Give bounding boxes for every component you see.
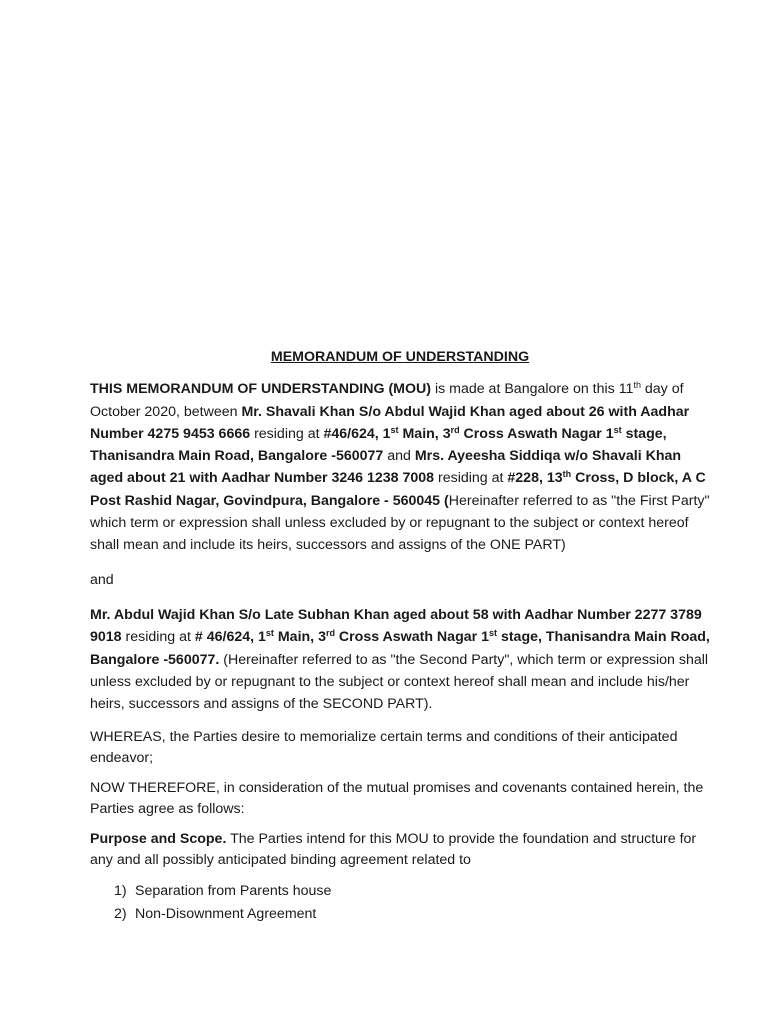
superscript: st <box>390 424 399 435</box>
purpose-heading: Purpose and Scope. <box>90 831 227 848</box>
first-party-address: stage, Thanisandra Main Road, Bangalore -560077 <box>90 425 667 465</box>
text-run: residing at <box>434 470 508 487</box>
second-first-party-name: Mrs. Ayeesha Siddiqa w/o Shavali Khan aged about 21 with Aadhar Number 3246 1238 7008 <box>90 448 682 487</box>
second-first-party-address: #228, 13 <box>507 470 563 487</box>
superscript: th <box>633 380 641 391</box>
text-run: residing at <box>121 629 195 646</box>
list-item <box>90 880 710 903</box>
whereas-paragraph: WHEREAS, the Parties desire to memorialize certain terms and conditions of their anticipated endeavor; <box>90 729 678 766</box>
second-party-address: # 46/624, 1 <box>194 629 266 646</box>
superscript: st <box>613 424 622 435</box>
purpose-text: The Parties intend for this MOU to provide the foundation and structure for any and all possibly anticipated binding agreement related to <box>90 831 697 868</box>
superscript: st <box>488 628 497 639</box>
first-party-name: Mr. Shavali Khan S/o Abdul Wajid Khan aged about 26 with Aadhar Number 4275 9453 6666 <box>90 403 690 442</box>
first-party-address: #46/624, 1 <box>323 425 391 442</box>
and-text: and <box>90 571 114 588</box>
second-first-party-address: Cross, D block, A C Post Rashid Nagar, Govindpura, Bangalore - 560045 ( <box>90 470 706 509</box>
document-body <box>90 346 710 926</box>
second-party-address: Cross Aswath Nagar 1 <box>334 629 489 646</box>
now-therefore-paragraph: NOW THEREFORE, in consideration of the mutual promises and covenants contained herein, the Parties agree as follows: <box>90 780 704 817</box>
superscript: th <box>562 469 572 480</box>
text-run: is made at Bangalore on this 11 <box>431 381 634 398</box>
second-party-address: stage, Thanisandra Main Road, Bangalore -560077. <box>90 629 710 668</box>
list-item-text: Separation from Parents house <box>135 883 332 900</box>
second-party-address: Main, 3 <box>273 629 326 646</box>
text-run: residing at <box>250 425 324 442</box>
mou-heading-text: THIS MEMORANDUM OF UNDERSTANDING (MOU) <box>90 381 431 398</box>
second-party-name: Mr. Abdul Wajid Khan S/o Late Subhan Khan aged about 58 with Aadhar Number 2277 3789 9018 <box>90 606 702 646</box>
first-party-address: Cross Aswath Nagar 1 <box>459 425 614 442</box>
text-run: (Hereinafter referred to as "the Second Party", which term or expression shall unless excluded by or repugnant to the subject or context hereof shall mean and include his/her heirs, successors and assigns of the SECOND PART). <box>90 651 709 713</box>
superscript: rd <box>450 424 460 435</box>
superscript: rd <box>325 628 335 639</box>
list-number: 1) <box>114 883 127 900</box>
second-party-paragraph <box>90 604 710 715</box>
list-item-text: Non-Disownment Agreement <box>135 906 317 923</box>
document-title: MEMORANDUM OF UNDERSTANDING <box>270 349 530 365</box>
purpose-paragraph <box>90 829 710 870</box>
first-party-address: Main, 3 <box>398 425 451 442</box>
text-run: and <box>383 448 415 465</box>
text-run: Hereinafter referred to as "the First Party" which term or expression shall unless excluded by or repugnant to the subject or context hereof shall mean and include its heirs, successors and assigns of the ONE PART) <box>90 492 710 554</box>
scope-list <box>90 880 710 926</box>
list-item <box>90 903 710 926</box>
list-number: 2) <box>114 906 127 923</box>
text-run: day of October 2020, between <box>90 381 684 420</box>
superscript: st <box>265 628 274 639</box>
first-party-paragraph <box>90 378 710 556</box>
